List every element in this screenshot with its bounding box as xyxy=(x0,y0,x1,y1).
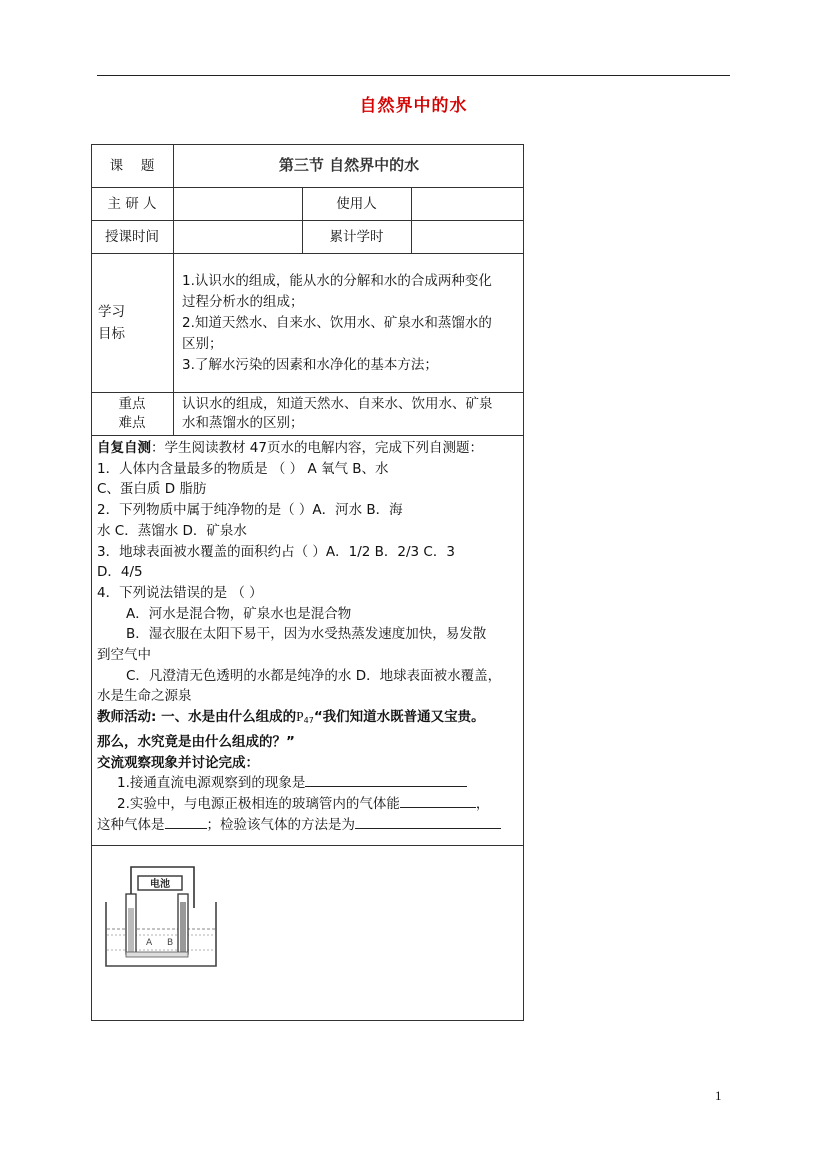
discussion-heading: 交流观察现象并讨论完成： xyxy=(97,754,259,771)
table-row-divider xyxy=(91,253,524,254)
question-4: 4．下列说法错误的是 （ ） xyxy=(97,584,263,601)
user-label: 使用人 xyxy=(336,196,377,212)
self-test-section: 自复自测：学生阅读教材 47页水的电解内容，完成下列自测题： 1．人体内含量最多的物质是 （ ） A 氧气 B、水 C、蛋白质 D 脂肪 2．下列物质中属于纯净物的是（ ）A．河水 B．海 水 C．蒸馏水 D．矿泉水 3．地球表面被水覆盖的面积约占（ ）A．1/2 B．2/3 C．3 D．4/5 4．下列说法错误的是 （ ） A．河水是混合物，矿泉水也是混合物 B．湿衣服在太阳下易干，因为水受热蒸发速度加快，易发散 到空气中 C．凡澄清无色透明的水都是纯净的水 D．地球表面被水覆盖， 水是生命之源泉 教师活动: 一、水是由什么组成的$P_{47}“$我们知道水既普通又宝贵。 那么，水究竟是由什么组成的？” 交流观察现象并讨论完成： 1.接通直流电源观察到的现象是 2.实验中，与电源正极相连的玻璃管内的气体能 ， 这种气体是 ；检验该气体的方法是为 xyxy=(97,438,520,835)
table-row-divider xyxy=(91,435,524,436)
option-4a: A．河水是混合物，矿泉水也是混合物 xyxy=(126,605,352,622)
tube-b-label: B xyxy=(167,938,174,948)
topic-label: 课 题 xyxy=(109,158,155,174)
electrolysis-apparatus-figure xyxy=(102,862,220,968)
researcher-field[interactable] xyxy=(174,188,302,220)
discussion-item-2: 2.实验中，与电源正极相连的玻璃管内的气体能 xyxy=(117,795,400,812)
learning-goals: 1.认识水的组成，能从水的分解和水的合成两种变化 过程分析水的组成； 2.知道天然水、自来水、饮用水、矿泉水和蒸馏水的 区别； 3.了解水污染的因素和水净化的基本方法； xyxy=(182,273,492,373)
answer-blank-3[interactable] xyxy=(165,815,207,829)
teach-time-label: 授课时间 xyxy=(105,229,159,245)
user-field[interactable] xyxy=(412,188,523,220)
table-row-divider xyxy=(91,392,524,393)
table-row-divider xyxy=(91,845,524,846)
discussion-item-1: 1.接通直流电源观察到的现象是 xyxy=(117,775,306,792)
lesson-title: 第三节 自然界中的水 xyxy=(278,156,420,174)
key-points-label: 重点 难点 xyxy=(118,396,146,431)
teach-time-field[interactable] xyxy=(174,221,302,253)
tube-a-label: A xyxy=(146,938,153,948)
hours-label: 累计学时 xyxy=(329,229,384,245)
answer-blank-1[interactable] xyxy=(305,773,467,787)
goals-label: 学习 目标 xyxy=(98,304,125,342)
answer-blank-4[interactable] xyxy=(355,815,501,829)
teacher-activity-heading: 教师活动: 一、水是由什么组成的 xyxy=(97,709,297,726)
hours-field[interactable] xyxy=(412,221,523,253)
question-1: 1．人体内含量最多的物质是 （ ） A 氧气 B、水 xyxy=(97,460,389,477)
answer-blank-2[interactable] xyxy=(400,794,476,808)
page-number: 1 xyxy=(715,1088,722,1103)
page-title: 自然界中的水 xyxy=(359,96,468,116)
option-4c: C．凡澄清无色透明的水都是纯净的水 D．地球表面被水覆盖， xyxy=(126,667,502,684)
key-points: 认识水的组成，知道天然水、自来水、饮用水、矿泉 水和蒸馏水的区别； xyxy=(182,396,493,431)
researcher-label: 主 研 人 xyxy=(107,196,157,212)
header-rule xyxy=(97,75,730,76)
option-4b: B．湿衣服在太阳下易干，因为水受热蒸发速度加快，易发散 xyxy=(126,626,487,643)
self-test-heading: 自复自测 xyxy=(97,440,151,456)
battery-label: 电池 xyxy=(150,879,170,890)
question-2: 2．下列物质中属于纯净物的是（ ）A．河水 B．海 xyxy=(97,502,403,519)
question-3: 3．地球表面被水覆盖的面积约占（ ）A．1/2 B．2/3 C．3 xyxy=(97,543,455,560)
